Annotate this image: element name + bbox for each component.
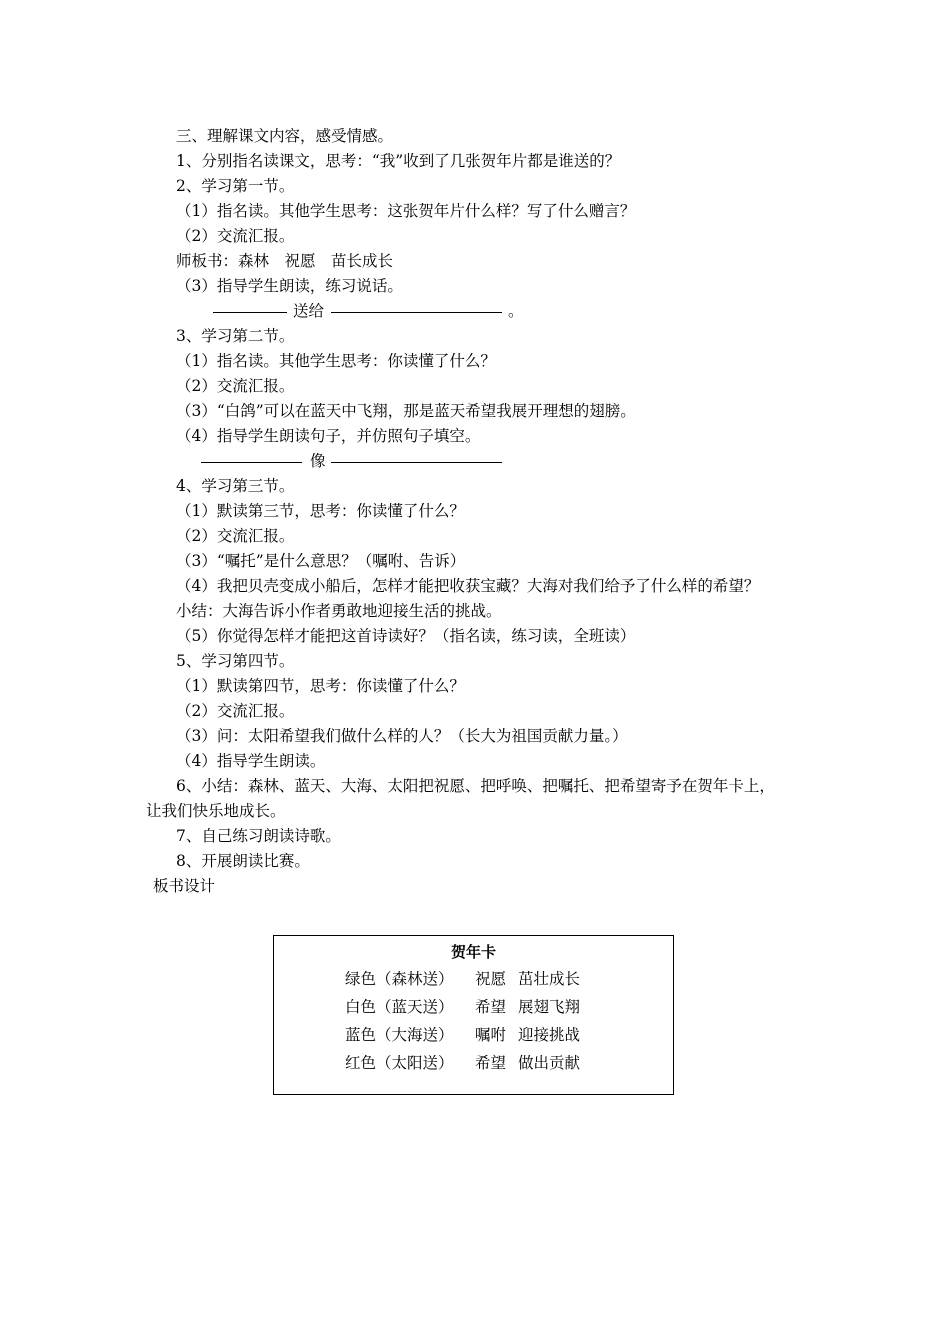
text-line: 2、学习第一节。: [176, 177, 295, 195]
card-title: 贺年卡: [450, 943, 496, 961]
blank-connector-word: 送给: [293, 302, 325, 320]
text-line: 1、分别指名读课文，思考：“我”收到了几张贺年片都是谁送的？: [176, 152, 621, 170]
text-line: （5）你觉得怎样才能把这首诗读好？（指名读，练习读，全班读）: [176, 627, 636, 645]
text-line: （2）交流汇报。: [176, 377, 295, 395]
card-wish: 茁壮成长: [518, 970, 581, 988]
text-line: （1）默读第四节，思考：你读懂了什么？: [176, 677, 465, 695]
blank-rule: [331, 312, 502, 313]
card-verb: 希望: [475, 998, 507, 1016]
board-design-heading: 板书设计: [153, 877, 216, 895]
text-line: （3）指导学生朗读，练习说话。: [176, 277, 403, 295]
text-line: 8、开展朗读比赛。: [176, 852, 310, 870]
text-line: （1）指名读。其他学生思考：这张贺年片什么样？写了什么赠言？: [176, 202, 636, 220]
text-line: （3）“白鸽”可以在蓝天中飞翔，那是蓝天希望我展开理想的翅膀。: [176, 402, 636, 420]
card-source: 蓝色（大海送）: [345, 1026, 454, 1044]
card-verb: 祝愿: [475, 970, 507, 988]
summary-line-continued: 让我们快乐地成长。: [146, 802, 286, 820]
card-row: [345, 1021, 580, 1049]
text-line: （2）交流汇报。: [176, 527, 295, 545]
blank-rule: [331, 462, 502, 463]
card-source: 绿色（森林送）: [345, 970, 454, 988]
card-row: [345, 993, 580, 1021]
fill-in-blank-line: [0, 449, 950, 474]
summary-line: 6、小结：森林、蓝天、大海、太阳把祝愿、把呼唤、把嘱托、把希望寄予在贺年卡上，: [176, 777, 775, 795]
text-line: 师板书：森林 祝愿 苗长成长: [176, 252, 394, 270]
text-line: 4、学习第三节。: [176, 477, 295, 495]
card-source: 白色（蓝天送）: [345, 998, 454, 1016]
text-line: （4）指导学生朗读句子，并仿照句子填空。: [176, 427, 481, 445]
text-line: （4）我把贝壳变成小船后，怎样才能把收获宝藏？大海对我们给予了什么样的希望？: [176, 577, 760, 595]
text-line: 5、学习第四节。: [176, 652, 295, 670]
summary-line: 小结：大海告诉小作者勇敢地迎接生活的挑战。: [176, 602, 502, 620]
text-line: （3）问：太阳希望我们做什么样的人？（长大为祖国贡献力量。）: [176, 727, 628, 745]
blank-rule: [201, 462, 302, 463]
text-line: 3、学习第二节。: [176, 327, 295, 345]
text-line: （2）交流汇报。: [176, 702, 295, 720]
section-heading: 三、理解课文内容，感受情感。: [176, 127, 394, 145]
card-verb: 嘱咐: [475, 1026, 507, 1044]
blank-connector-word: 像: [310, 452, 326, 470]
text-line: （2）交流汇报。: [176, 227, 295, 245]
blank-rule: [213, 312, 287, 313]
text-line: （1）指名读。其他学生思考：你读懂了什么？: [176, 352, 496, 370]
text-line: （3）“嘱托”是什么意思？（嘱咐、告诉）: [176, 552, 466, 570]
blank-end-mark: 。: [508, 302, 524, 320]
card-verb: 希望: [475, 1054, 507, 1072]
card-source: 红色（太阳送）: [345, 1054, 454, 1072]
card-wish: 做出贡献: [518, 1054, 581, 1072]
text-line: （1）默读第三节，思考：你读懂了什么？: [176, 502, 465, 520]
card-wish: 迎接挑战: [518, 1026, 581, 1044]
fill-in-blank-line: [0, 299, 950, 324]
card-wish: 展翅飞翔: [518, 998, 581, 1016]
card-row: [345, 965, 580, 993]
card-row: [345, 1049, 580, 1077]
text-line: （4）指导学生朗读。: [176, 752, 326, 770]
board-design-box: [273, 935, 674, 1095]
text-line: 7、自己练习朗读诗歌。: [176, 827, 341, 845]
